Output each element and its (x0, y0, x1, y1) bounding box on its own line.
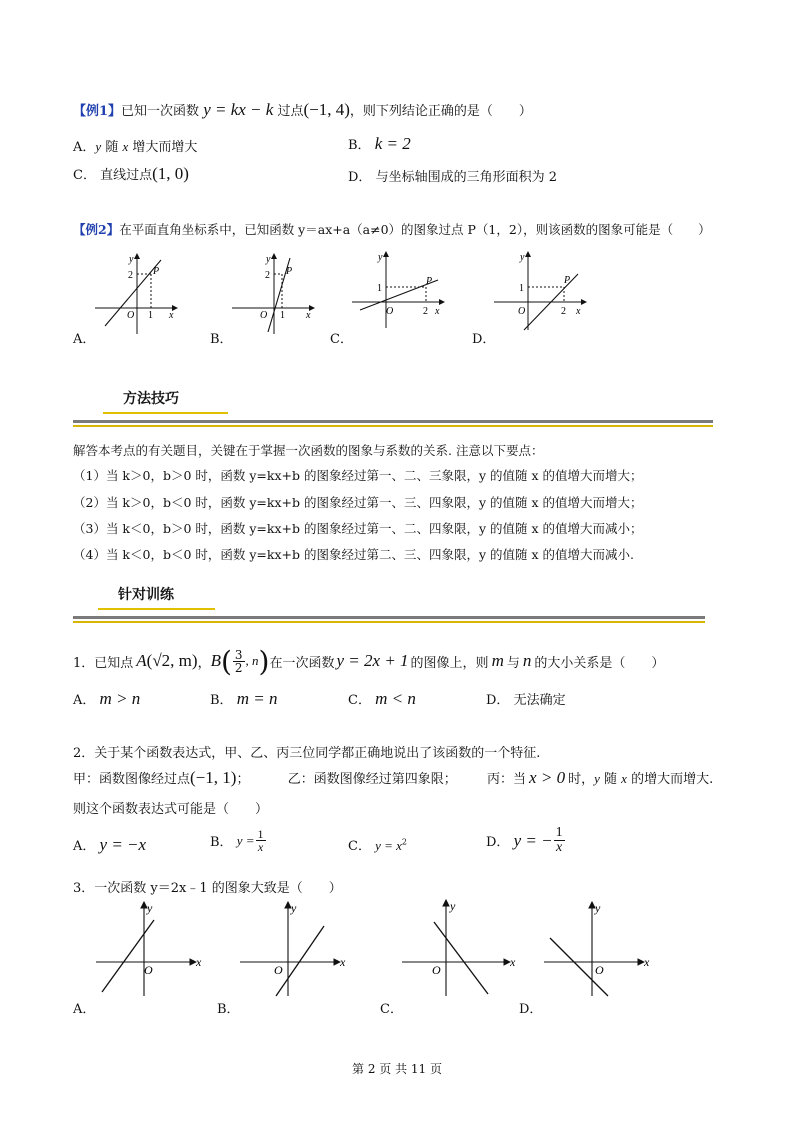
question-3-label-b: B． (217, 1002, 240, 1017)
point-a-name: A (136, 651, 147, 670)
y-label: y (147, 901, 153, 915)
x-label: x (196, 955, 202, 969)
tick-2: 2 (265, 270, 270, 281)
section-rule-gray (73, 616, 705, 619)
tick-1: 1 (148, 310, 153, 321)
method-item: （3）当 k＜0，b＞0 时，函数 y=kx+b 的图象经过第一、二、四象限，y 的值随 x 的值增大而减小； (73, 521, 643, 536)
question-text: 在一次函数 (269, 655, 335, 671)
option-label: C． (348, 693, 371, 708)
method-item: （2）当 k＞0，b＜0 时，函数 y=kx+b 的图象经过第一、三、四象限，y 的值随 x 的值增大而增大； (73, 495, 643, 510)
y-label: y (266, 254, 271, 265)
question-3-label-a: A． (73, 1002, 96, 1017)
option-text: 随 (105, 140, 119, 155)
y-label: y (450, 899, 456, 913)
x-label: x (306, 310, 311, 321)
example-1-text-a: 已知一次函数 (121, 104, 200, 119)
question-2-option-a (73, 835, 146, 855)
origin-label: O (127, 310, 135, 321)
origin-label: O (595, 963, 604, 977)
question-2-ask: 则这个函数表达式可能是（ ） (73, 802, 269, 817)
tick-2: 2 (561, 306, 566, 317)
fraction (256, 828, 266, 853)
method-intro: 解答本考点的有关题目，关键在于掌握一次函数的图象与系数的关系. 注意以下要点： (73, 443, 544, 458)
question-text: 的图像上，则 (410, 655, 489, 671)
question-text: 1．已知点 (73, 655, 134, 671)
example-2-graph-a (95, 250, 185, 335)
training-section-title: 针对训练 (118, 587, 174, 603)
condition-point: (−1, 1) (190, 768, 237, 787)
example-1-text-b: 过点 (277, 104, 304, 119)
y-label: y (378, 252, 383, 263)
question-2-option-c (348, 835, 407, 854)
x-label: x (510, 955, 516, 969)
fraction (233, 649, 245, 674)
origin-label: O (386, 306, 394, 317)
denominator: x (257, 840, 264, 854)
paren-close: ) (258, 644, 270, 678)
question-3-label-c: C． (380, 1002, 403, 1017)
var-x: x (621, 771, 627, 786)
option-label: C． (348, 839, 371, 854)
example-1-option-a (73, 136, 197, 155)
question-text: 的大小关系是（ ） (534, 655, 665, 671)
condition-text: ； (236, 772, 250, 787)
paren-open: ( (220, 644, 232, 678)
origin-label: O (274, 963, 283, 977)
example-1-tag: 【例1】 (73, 104, 122, 119)
question-text: 与 (506, 655, 520, 671)
point-p-label: P (153, 266, 160, 277)
numerator: 3 (234, 647, 243, 662)
question-1-option-c (348, 689, 416, 709)
question-1-option-b (210, 689, 277, 709)
condition-text: 丙：当 (487, 772, 527, 787)
function-line (276, 926, 324, 996)
example-2-label-c: C． (330, 332, 353, 347)
section-underline (98, 608, 215, 610)
example-2-label-a: A． (73, 332, 96, 347)
tick-1: 1 (377, 283, 382, 294)
option-math: k = 2 (374, 134, 411, 153)
separator: ， (197, 655, 211, 671)
y-label: y (291, 901, 297, 915)
option-label: A． (73, 693, 96, 708)
example-1-option-b (348, 134, 411, 154)
tick-2: 2 (128, 270, 133, 281)
example-2-graph-b (232, 250, 322, 335)
var-m: m (491, 651, 504, 670)
y-label: y (520, 252, 525, 263)
section-rule-gray (73, 420, 713, 423)
example-2-label-b: B． (210, 332, 233, 347)
section-rule-gold (73, 425, 713, 427)
example-2-stem (73, 220, 711, 238)
x-label: x (644, 955, 650, 969)
option-label: D． (486, 693, 510, 708)
question-2-option-d (486, 826, 566, 855)
option-label: B． (210, 835, 233, 850)
option-label: D． (486, 835, 510, 850)
tick-1: 1 (280, 310, 285, 321)
exponent: 2 (401, 837, 407, 847)
example-1-option-d (348, 166, 557, 185)
numerator: 1 (555, 825, 563, 840)
option-label: B． (210, 693, 233, 708)
example-1-text-c: ，则下列结论正确的是（ ） (349, 104, 532, 119)
option-label: B． (348, 138, 371, 153)
question-3-graph-c (398, 896, 522, 998)
var-x: x (122, 139, 129, 154)
option-text: 与坐标轴围成的三角形面积为 2 (375, 170, 557, 185)
x-label: x (340, 955, 346, 969)
question-3-stem: 3．一次函数 y＝2x﹣1 的图象大致是（ ） (73, 881, 342, 896)
condition-text: 乙：函数图像经过第四象限； (287, 772, 457, 787)
point-b-name: B (210, 651, 221, 670)
x-label: x (435, 306, 440, 317)
example-2-tag: 【例2】 (73, 222, 120, 237)
page-footer: 第 2 页 共 11 页 (352, 1062, 442, 1076)
option-text: 无法确定 (513, 693, 566, 708)
question-2-conditions (73, 768, 713, 788)
point-p-label: P (286, 266, 293, 277)
equation: y = 2x + 1 (336, 651, 409, 670)
var-n: n (522, 651, 532, 670)
question-3-graph-d (540, 898, 658, 998)
example-2-text: 在平面直角坐标系中，已知函数 y＝ax+a（a≠0）的图象过点 P（1，2），则该函数的图象可能是（ ） (119, 222, 711, 237)
denominator: 2 (234, 660, 243, 675)
point-p-label: P (426, 276, 433, 287)
origin-label: O (144, 963, 153, 977)
condition-text: 随 (604, 772, 618, 787)
option-math: y = (236, 832, 255, 848)
x-label: x (169, 310, 174, 321)
numerator: 1 (257, 827, 264, 841)
section-rule-gold (73, 621, 705, 623)
condition-math: x > 0 (529, 768, 566, 787)
example-2-graph-d (494, 250, 594, 335)
x-label: x (576, 306, 581, 317)
tick-1: 1 (519, 283, 524, 294)
option-text: 增大而增大 (132, 140, 198, 155)
option-math: y = − (513, 830, 553, 850)
example-2-graph-c (352, 250, 452, 335)
option-label: A． (73, 140, 96, 155)
method-item: （1）当 k＞0，b＞0 时，函数 y=kx+b 的图象经过第一、二、三象限，y 的值随 x 的值增大而增大； (73, 468, 643, 483)
question-1-option-a (73, 689, 140, 709)
option-math: m > n (99, 689, 141, 708)
function-line (102, 920, 154, 992)
fraction (554, 826, 565, 855)
var-y: y (95, 139, 102, 154)
question-3-graph-b (236, 898, 354, 998)
option-math: m = n (236, 689, 278, 708)
example-1-option-c (73, 164, 189, 184)
point-a-coords: (√2, m) (146, 651, 198, 670)
option-math: m < n (375, 689, 416, 708)
option-label: D． (348, 170, 372, 185)
y-label: y (595, 901, 601, 915)
example-1-equation: y = kx − k (203, 100, 274, 119)
condition-text: 甲：函数图像经过点 (73, 772, 191, 787)
option-label: A． (73, 839, 96, 854)
option-point: (1, 0) (152, 164, 189, 183)
point-b-coord: , n (245, 653, 259, 668)
section-underline (103, 412, 228, 414)
denominator: x (555, 840, 563, 855)
question-2-option-b (210, 828, 267, 853)
question-2-stem: 2．关于某个函数表达式，甲、乙、丙三位同学都正确地说出了该函数的一个特征. (73, 746, 541, 761)
example-2-label-d: D． (472, 332, 496, 347)
function-line (434, 922, 488, 994)
method-item: （4）当 k＜0，b＜0 时，函数 y=kx+b 的图象经过第二、三、四象限，y 的值随 x 的值增大而减小. (73, 547, 634, 562)
condition-text: 的增大而增大. (631, 772, 714, 787)
var-y: y (594, 771, 600, 786)
condition-text: 时， (568, 772, 595, 787)
origin-label: O (260, 310, 268, 321)
question-3-label-d: D． (519, 1002, 543, 1017)
y-label: y (129, 254, 134, 265)
question-1-stem (73, 643, 664, 679)
method-section-title: 方法技巧 (123, 391, 179, 407)
option-label: C． (73, 168, 96, 183)
question-3-graph-a (92, 898, 210, 998)
option-text: 直线过点 (100, 168, 153, 183)
question-1-option-d (486, 689, 566, 708)
option-math: y = −x (99, 835, 147, 854)
option-math: y = x (375, 838, 402, 853)
example-1-point: (−1, 4) (303, 100, 350, 119)
origin-label: O (518, 306, 526, 317)
point-p-label: P (564, 275, 571, 286)
example-1-stem (73, 100, 532, 120)
tick-2: 2 (423, 306, 428, 317)
origin-label: O (432, 963, 441, 977)
